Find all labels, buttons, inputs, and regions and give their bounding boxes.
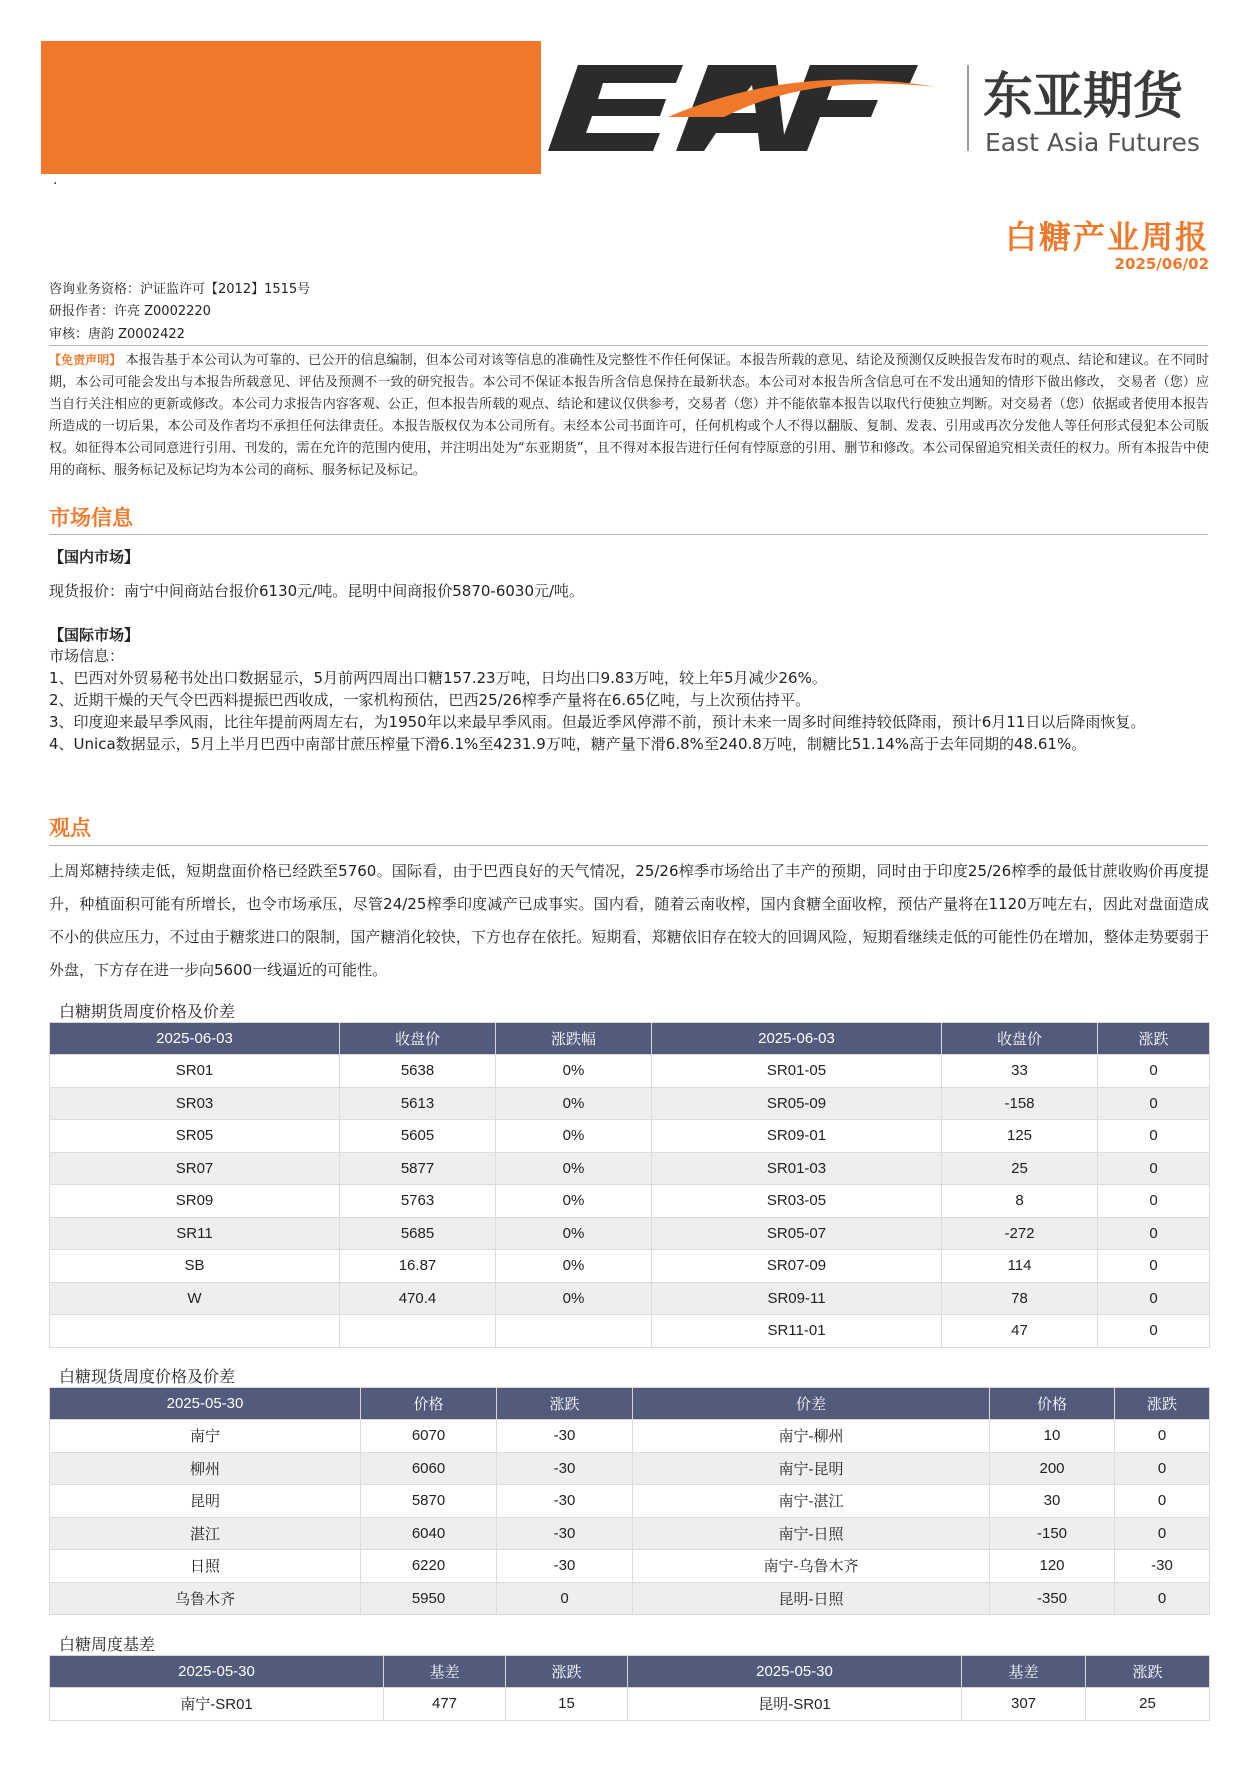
- disclaimer-tag: 【免责声明】: [49, 353, 122, 367]
- column-header: 2025-05-30: [50, 1388, 361, 1420]
- table-cell: 0: [1098, 1315, 1210, 1348]
- table-cell: SR11-01: [652, 1315, 942, 1348]
- market-divider: [49, 534, 1208, 535]
- table-cell: 0: [1098, 1055, 1210, 1088]
- table-row: [50, 1087, 1210, 1120]
- column-header: 2025-06-03: [652, 1023, 942, 1055]
- table-cell: 乌鲁木齐: [50, 1582, 361, 1615]
- table-cell: SR01-03: [652, 1152, 942, 1185]
- intl-item: 4、Unica数据显示，5月上半月巴西中南部甘蔗压榨量下滑6.1%至4231.9万吨，糖产量下滑6.8%至240.8万吨，制糖比51.14%高于去年同期的48.61%。: [49, 735, 1087, 753]
- table-cell: 柳州: [50, 1452, 361, 1485]
- table-cell: -272: [942, 1217, 1098, 1250]
- table-cell: 200: [990, 1452, 1115, 1485]
- company-name-en: East Asia Futures: [985, 128, 1200, 157]
- table-cell: -158: [942, 1087, 1098, 1120]
- table-header-row: [50, 1023, 1210, 1055]
- column-header: 价差: [633, 1388, 990, 1420]
- futures-table-caption: 白糖期货周度价格及价差: [59, 1002, 236, 1021]
- column-header: 价格: [990, 1388, 1115, 1420]
- table-row: [50, 1485, 1210, 1518]
- spot-table: [49, 1387, 1210, 1615]
- table-cell: 南宁-柳州: [633, 1420, 990, 1453]
- column-header: 涨跌: [1115, 1388, 1210, 1420]
- table-cell: 114: [942, 1250, 1098, 1283]
- table-cell: 33: [942, 1055, 1098, 1088]
- table-cell: 5605: [340, 1120, 496, 1153]
- column-header: 基差: [962, 1656, 1086, 1688]
- reviewer-line: 审核：唐韵 Z0002422: [49, 327, 185, 342]
- disclaimer-text: 本报告基于本公司认为可靠的、已公开的信息编制，但本公司对该等信息的准确性及完整性不作任何保证。本报告所载的意见、结论及预测仅反映报告发布时的观点、结论和建议。在不同时期，本公司可能会发出与本报告所载意见、评估及预测不一致的研究报告。本公司不保证本报告所含信息保持在最新状态。本公司对本报告所含信息可在不发出通知的情形下做出修改， 交易者（您）应当自行关注相应的更新或修改。本公司力求报告内容客观、公正，但本报告所载的观点、结论和建议仅供参考，交易者（您）并不能依靠本报告以取代行使独立判断。对交易者（您）依据或者使用本报告所造成的一切后果，本公司及作者均不承担任何法律责任。本报告版权仅为本公司所有。未经本公司书面许可，任何机构或个人不得以翻版、复制、发表、引用或再次分发他人等任何形式侵犯本公司版权。如征得本公司同意进行引用、刊发的，需在允许的范围内使用，并注明出处为“东亚期货”，且不得对本报告进行任何有悖原意的引用、删节和修改。本公司保留追究相关责任的权力。所有本报告中使用的商标、服务标记及标记均为本公司的商标、服务标记及标记。: [49, 353, 1209, 478]
- company-name-cn: 东亚期货: [983, 67, 1183, 125]
- table-cell: 0: [1115, 1517, 1210, 1550]
- table-cell: 5638: [340, 1055, 496, 1088]
- intl-item: 2、近期干燥的天气令巴西料提振巴西收成，一家机构预估，巴西25/26榨季产量将在6.65亿吨，与上次预估持平。: [49, 691, 811, 709]
- column-header: 2025-06-03: [50, 1023, 340, 1055]
- header-orange-block: [41, 41, 541, 174]
- table-cell: 5613: [340, 1087, 496, 1120]
- table-cell: 0%: [496, 1185, 652, 1218]
- table-cell: 0: [1098, 1152, 1210, 1185]
- header-dot: ·: [53, 176, 58, 192]
- table-cell: 0%: [496, 1120, 652, 1153]
- table-cell: 0%: [496, 1217, 652, 1250]
- table-cell: -150: [990, 1517, 1115, 1550]
- table-cell: 15: [506, 1688, 628, 1721]
- table-cell: SB: [50, 1250, 340, 1283]
- basis-table-body: [50, 1688, 1210, 1721]
- table-cell: 5763: [340, 1185, 496, 1218]
- table-row: [50, 1420, 1210, 1453]
- table-cell: 78: [942, 1282, 1098, 1315]
- table-cell: -30: [1115, 1550, 1210, 1583]
- table-row: [50, 1688, 1210, 1721]
- table-cell: 昆明-SR01: [628, 1688, 962, 1721]
- intl-intro: 市场信息：: [49, 647, 125, 665]
- table-cell: SR05-07: [652, 1217, 942, 1250]
- table-cell: 南宁-湛江: [633, 1485, 990, 1518]
- report-date: 2025/06/02: [1114, 255, 1209, 273]
- table-cell: -30: [497, 1452, 633, 1485]
- table-row: [50, 1550, 1210, 1583]
- table-cell: 6060: [361, 1452, 497, 1485]
- company-logo: [548, 55, 1218, 165]
- table-cell: 8: [942, 1185, 1098, 1218]
- table-header-row: [50, 1388, 1210, 1420]
- table-cell: SR09-01: [652, 1120, 942, 1153]
- author-line: 研报作者：许亮 Z0002220: [49, 304, 211, 319]
- table-cell: SR11: [50, 1217, 340, 1250]
- license-line: 咨询业务资格：沪证监许可【2012】1515号: [49, 282, 311, 297]
- table-cell: 0: [1098, 1087, 1210, 1120]
- column-header: 涨跌: [506, 1656, 628, 1688]
- table-cell: 昆明: [50, 1485, 361, 1518]
- table-cell: -30: [497, 1420, 633, 1453]
- table-cell: 477: [384, 1688, 506, 1721]
- table-row: [50, 1582, 1210, 1615]
- column-header: 收盘价: [340, 1023, 496, 1055]
- table-cell: 5877: [340, 1152, 496, 1185]
- table-cell: SR05-09: [652, 1087, 942, 1120]
- table-row: [50, 1517, 1210, 1550]
- table-row: [50, 1282, 1210, 1315]
- table-cell: 125: [942, 1120, 1098, 1153]
- basis-table: [49, 1655, 1210, 1721]
- column-header: 收盘价: [942, 1023, 1098, 1055]
- intl-item: 1、巴西对外贸易秘书处出口数据显示，5月前两四周出口糖157.23万吨，日均出口9.83万吨，较上年5月减少26%。: [49, 669, 827, 687]
- table-cell: 47: [942, 1315, 1098, 1348]
- table-cell: 0%: [496, 1282, 652, 1315]
- table-cell: SR07-09: [652, 1250, 942, 1283]
- intl-market-title: 【国际市场】: [49, 626, 140, 644]
- table-row: [50, 1217, 1210, 1250]
- disclaimer: [49, 349, 1209, 482]
- table-cell: 南宁-乌鲁木齐: [633, 1550, 990, 1583]
- domestic-market-text: 现货报价：南宁中间商站台报价6130元/吨。昆明中间商报价5870-6030元/吨。: [49, 582, 585, 600]
- table-cell: SR03-05: [652, 1185, 942, 1218]
- section-title-market: 市场信息: [49, 506, 133, 530]
- table-cell: 25: [942, 1152, 1098, 1185]
- table-cell: 南宁-日照: [633, 1517, 990, 1550]
- table-cell: 湛江: [50, 1517, 361, 1550]
- spot-table-caption: 白糖现货周度价格及价差: [59, 1367, 236, 1386]
- column-header: 涨跌: [497, 1388, 633, 1420]
- table-cell: 南宁: [50, 1420, 361, 1453]
- table-cell: 0: [1115, 1452, 1210, 1485]
- table-cell: 16.87: [340, 1250, 496, 1283]
- table-cell: 5685: [340, 1217, 496, 1250]
- table-cell: 0: [1115, 1485, 1210, 1518]
- table-cell: -30: [497, 1485, 633, 1518]
- table-cell: SR07: [50, 1152, 340, 1185]
- table-cell: 6070: [361, 1420, 497, 1453]
- table-cell: W: [50, 1282, 340, 1315]
- futures-table: [49, 1022, 1210, 1348]
- table-cell: 0%: [496, 1152, 652, 1185]
- table-cell: 0%: [496, 1250, 652, 1283]
- table-cell: -30: [497, 1550, 633, 1583]
- table-cell: 0: [1098, 1282, 1210, 1315]
- table-cell: 0: [1098, 1120, 1210, 1153]
- table-cell: 25: [1086, 1688, 1210, 1721]
- table-cell: 日照: [50, 1550, 361, 1583]
- meta-divider: [49, 345, 1208, 346]
- table-cell: 10: [990, 1420, 1115, 1453]
- column-header: 2025-05-30: [50, 1656, 384, 1688]
- table-cell: SR01: [50, 1055, 340, 1088]
- table-header-row: [50, 1656, 1210, 1688]
- column-header: 涨跌: [1086, 1656, 1210, 1688]
- table-cell: SR05: [50, 1120, 340, 1153]
- table-cell: 0: [1098, 1185, 1210, 1218]
- table-cell: 南宁-昆明: [633, 1452, 990, 1485]
- report-title: 白糖产业周报: [1004, 218, 1209, 256]
- table-row: [50, 1185, 1210, 1218]
- basis-table-caption: 白糖周度基差: [59, 1635, 156, 1654]
- table-cell: 6220: [361, 1550, 497, 1583]
- table-row: [50, 1250, 1210, 1283]
- table-cell: 0: [1115, 1582, 1210, 1615]
- table-cell: 120: [990, 1550, 1115, 1583]
- table-cell: 307: [962, 1688, 1086, 1721]
- table-cell: [496, 1315, 652, 1348]
- table-cell: 470.4: [340, 1282, 496, 1315]
- section-title-view: 观点: [49, 816, 91, 840]
- table-cell: 30: [990, 1485, 1115, 1518]
- table-cell: 南宁-SR01: [50, 1688, 384, 1721]
- table-row: [50, 1055, 1210, 1088]
- view-text: 上周郑糖持续走低，短期盘面价格已经跌至5760。国际看，由于巴西良好的天气情况，25/26榨季市场给出了丰产的预期，同时由于印度25/26榨季的最低甘蔗收购价再度提升，种植面积可能有所增长，也令市场承压，尽管24/25榨季印度减产已成事实。国内看，随着云南收榨，国内食糖全面收榨，预估产量将在1120万吨左右，因此对盘面造成不小的供应压力，不过由于糖浆进口的限制，国产糖消化较快，下方也存在依托。短期看，郑糖依旧存在较大的回调风险，短期看继续走低的可能性仍在增加，整体走势要弱于外盘，下方存在进一步向5600一线逼近的可能性。: [49, 862, 1209, 979]
- spot-table-body: [50, 1420, 1210, 1615]
- table-cell: 5870: [361, 1485, 497, 1518]
- table-row: [50, 1120, 1210, 1153]
- table-cell: 0: [1115, 1420, 1210, 1453]
- table-row: [50, 1152, 1210, 1185]
- intl-market-list: [49, 645, 1209, 755]
- column-header: 2025-05-30: [628, 1656, 962, 1688]
- column-header: 涨跌: [1098, 1023, 1210, 1055]
- table-cell: 昆明-日照: [633, 1582, 990, 1615]
- eaf-logo-mark: [548, 65, 936, 151]
- intl-item: 3、印度迎来最早季风雨，比往年提前两周左右，为1950年以来最早季风雨。但最近季风停滞不前，预计未来一周多时间维持较低降雨，预计6月11日以后降雨恢复。: [49, 713, 1146, 731]
- table-cell: -350: [990, 1582, 1115, 1615]
- column-header: 涨跌幅: [496, 1023, 652, 1055]
- column-header: 价格: [361, 1388, 497, 1420]
- table-cell: 0: [1098, 1250, 1210, 1283]
- view-divider: [49, 845, 1208, 846]
- table-row: [50, 1315, 1210, 1348]
- futures-table-body: [50, 1055, 1210, 1348]
- domestic-market-title: 【国内市场】: [49, 548, 140, 566]
- table-cell: 0%: [496, 1087, 652, 1120]
- table-cell: 0: [1098, 1217, 1210, 1250]
- table-cell: -30: [497, 1517, 633, 1550]
- table-cell: 6040: [361, 1517, 497, 1550]
- table-row: [50, 1452, 1210, 1485]
- table-cell: SR01-05: [652, 1055, 942, 1088]
- table-cell: [50, 1315, 340, 1348]
- table-cell: 0%: [496, 1055, 652, 1088]
- table-cell: 5950: [361, 1582, 497, 1615]
- table-cell: SR09-11: [652, 1282, 942, 1315]
- table-cell: 0: [497, 1582, 633, 1615]
- table-cell: [340, 1315, 496, 1348]
- table-cell: SR09: [50, 1185, 340, 1218]
- column-header: 基差: [384, 1656, 506, 1688]
- table-cell: SR03: [50, 1087, 340, 1120]
